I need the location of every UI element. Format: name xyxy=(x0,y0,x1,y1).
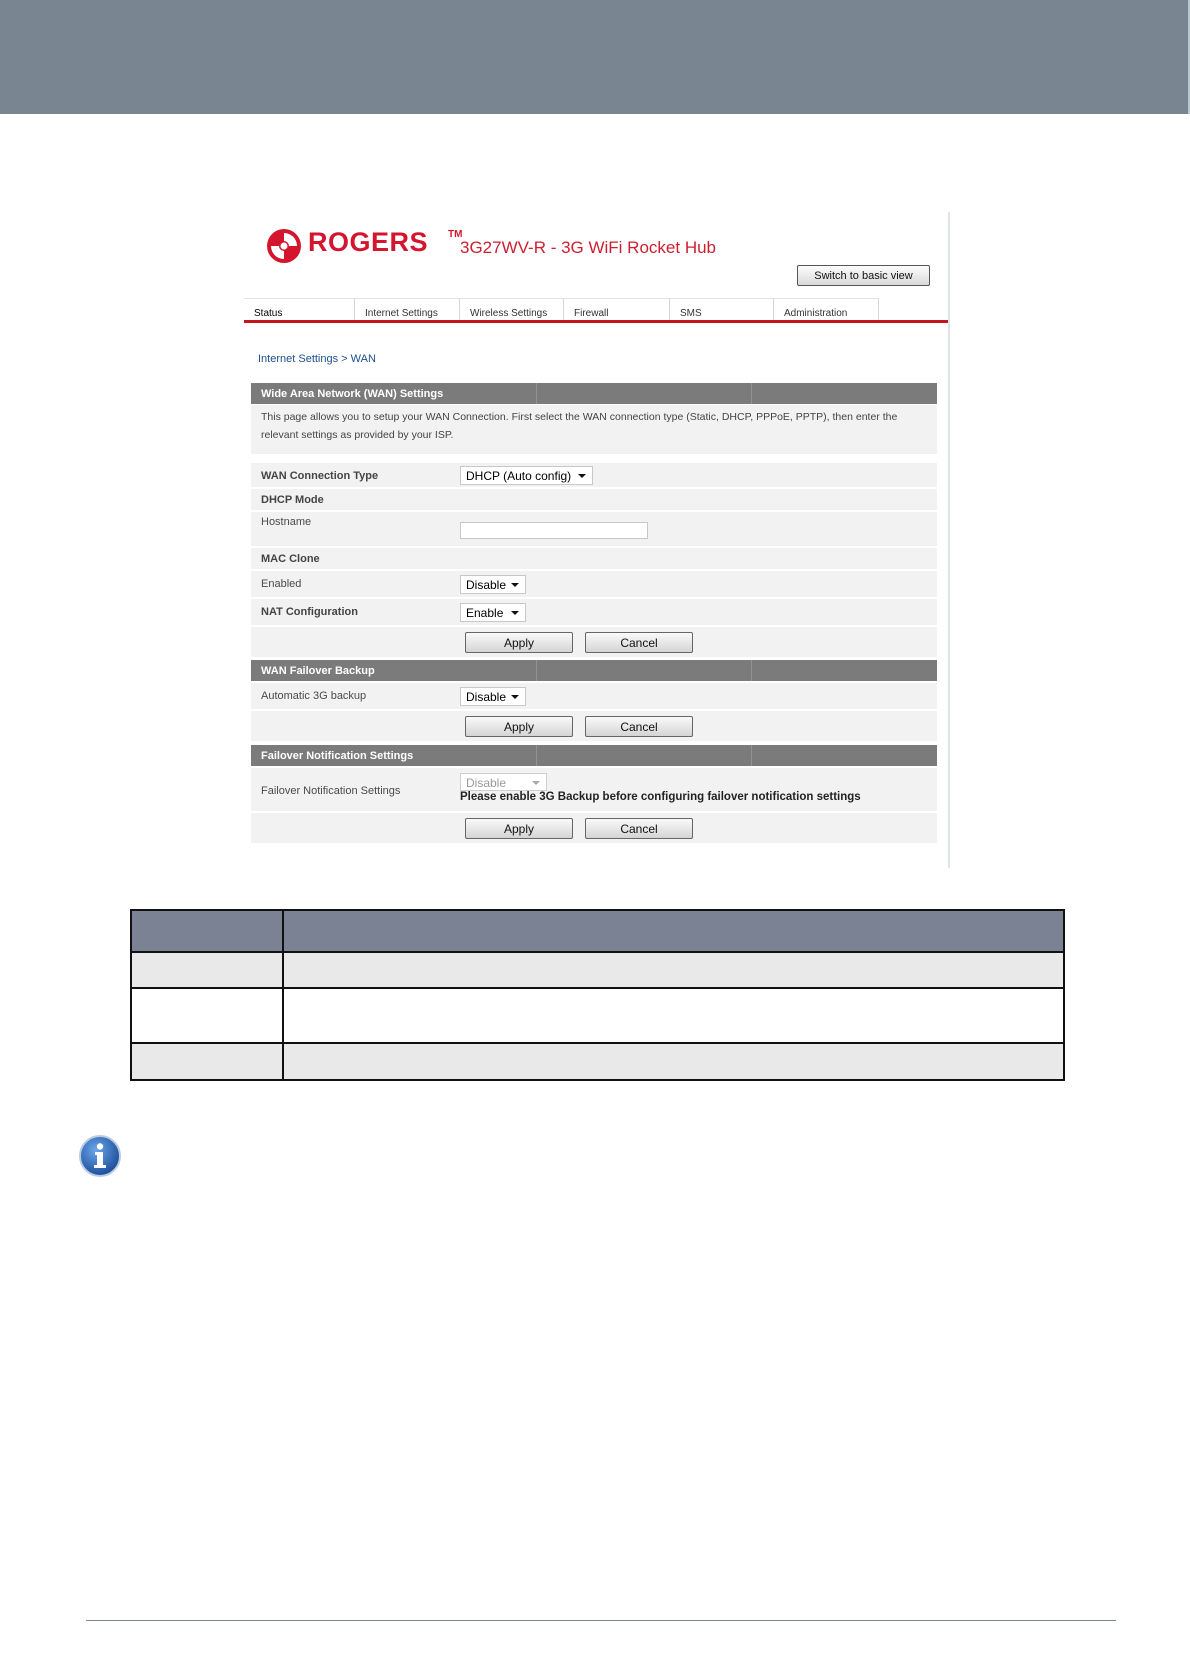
automatic-backup-label: Automatic 3G backup xyxy=(261,690,367,702)
wan-connection-type-value: DHCP (Auto config) xyxy=(466,469,572,483)
wan-connection-type-label: WAN Connection Type xyxy=(261,470,379,482)
tab-sms[interactable]: SMS xyxy=(670,298,774,323)
nat-configuration-select[interactable] xyxy=(460,603,526,622)
router-ui-screenshot xyxy=(244,212,950,868)
screenshot-edge xyxy=(948,212,950,868)
logo-trademark: TM xyxy=(448,229,463,240)
table-header-row xyxy=(132,911,1063,953)
tab-wireless-settings[interactable]: Wireless Settings xyxy=(460,298,564,323)
failover-notification-warning: Please enable 3G Backup before configuring failover notification settings xyxy=(460,791,861,803)
failover-notification-actions-row xyxy=(251,813,937,844)
table-row xyxy=(132,953,1063,989)
tab-internet-settings[interactable]: Internet Settings xyxy=(355,298,460,323)
table-column-divider xyxy=(282,911,284,1079)
switch-basic-view-button[interactable]: Switch to basic view xyxy=(797,265,930,286)
automatic-backup-row xyxy=(251,683,937,710)
failover-notification-row xyxy=(251,768,937,812)
page-header-band xyxy=(0,0,1190,114)
wan-description-row xyxy=(251,405,937,455)
failover-notification-value: Disable xyxy=(466,776,507,790)
failover-backup-apply-button[interactable]: Apply xyxy=(465,716,573,737)
wan-settings-header xyxy=(251,383,937,404)
failover-notification-header xyxy=(251,745,937,766)
nat-configuration-label: NAT Configuration xyxy=(261,606,358,618)
automatic-backup-select[interactable] xyxy=(460,687,526,706)
failover-backup-header xyxy=(251,660,937,681)
breadcrumb[interactable]: Internet Settings > WAN xyxy=(258,353,376,365)
settings-description-table xyxy=(130,909,1065,1081)
mac-clone-label: MAC Clone xyxy=(261,553,320,565)
rogers-swirl-logo-icon xyxy=(264,226,304,266)
mac-clone-enabled-row xyxy=(251,571,937,598)
failover-notification-cancel-button[interactable]: Cancel xyxy=(585,818,693,839)
wan-actions-row xyxy=(251,627,937,658)
tab-administration[interactable]: Administration xyxy=(774,298,879,323)
product-title: 3G27WV-R - 3G WiFi Rocket Hub xyxy=(460,238,717,257)
footer-rule xyxy=(86,1620,1116,1621)
wan-connection-type-select[interactable] xyxy=(460,466,593,485)
chevron-down-icon xyxy=(511,583,519,587)
automatic-backup-value: Disable xyxy=(466,690,507,704)
wan-cancel-button[interactable]: Cancel xyxy=(585,632,693,653)
failover-notification-label: Failover Notification Settings xyxy=(261,785,401,797)
nat-configuration-value: Enable xyxy=(466,606,504,620)
tab-firewall[interactable]: Firewall xyxy=(564,298,670,323)
table-row xyxy=(132,989,1063,1044)
hostname-input[interactable] xyxy=(460,522,648,539)
mac-clone-enabled-value: Disable xyxy=(466,578,507,592)
dhcp-mode-label: DHCP Mode xyxy=(261,494,324,506)
logo-text: ROGERS xyxy=(308,227,429,257)
chevron-down-icon xyxy=(532,781,540,785)
failover-notification-title: Failover Notification Settings xyxy=(261,750,414,762)
failover-notification-select[interactable] xyxy=(460,773,547,791)
info-icon xyxy=(78,1134,122,1178)
wan-apply-button[interactable]: Apply xyxy=(465,632,573,653)
nat-configuration-row xyxy=(251,599,937,626)
mac-clone-enabled-select[interactable] xyxy=(460,575,526,594)
wan-settings-title: Wide Area Network (WAN) Settings xyxy=(261,388,444,400)
chevron-down-icon xyxy=(578,474,586,478)
chevron-down-icon xyxy=(511,695,519,699)
failover-backup-title: WAN Failover Backup xyxy=(261,665,375,677)
failover-notification-apply-button[interactable]: Apply xyxy=(465,818,573,839)
mac-clone-row xyxy=(251,548,937,570)
failover-backup-cancel-button[interactable]: Cancel xyxy=(585,716,693,737)
tabs-underline xyxy=(244,320,948,323)
mac-clone-enabled-label: Enabled xyxy=(261,578,302,590)
chevron-down-icon xyxy=(511,611,519,615)
table-row xyxy=(132,1044,1063,1079)
dhcp-mode-row xyxy=(251,489,937,511)
hostname-row xyxy=(251,512,937,547)
hostname-label: Hostname xyxy=(261,516,312,528)
rogers-logo xyxy=(264,226,463,272)
tab-status[interactable]: Status xyxy=(244,298,355,323)
failover-backup-actions-row xyxy=(251,711,937,742)
wan-connection-type-row xyxy=(251,463,937,488)
wan-description: This page allows you to setup your WAN Connection. First select the WAN connection type (Static, DHCP, PPPoE, PPTP), then enter the relevant settings as provided by your ISP. xyxy=(261,411,898,441)
